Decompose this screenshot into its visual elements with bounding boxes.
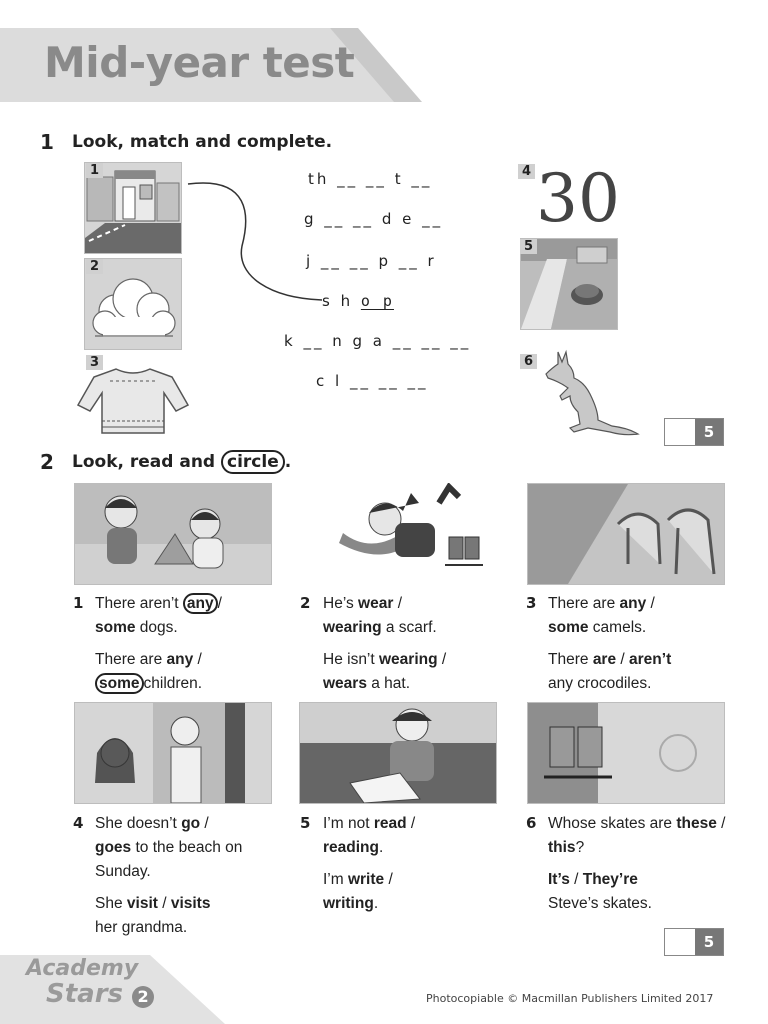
item-4-sentence-a xyxy=(95,812,255,884)
picture-5-number: 5 xyxy=(520,239,537,254)
item-6a-text: Whose skates are xyxy=(548,815,677,832)
item-2a-option-1[interactable]: wear xyxy=(358,595,394,612)
item-5-sentence-a xyxy=(323,812,513,860)
item-3a-option-1[interactable]: any xyxy=(619,595,647,612)
item-4b-end: her grandma. xyxy=(95,919,188,936)
number-thirty-picture: 30 xyxy=(536,160,620,237)
picture-6-number: 6 xyxy=(520,354,537,369)
item-6-sentence-b xyxy=(548,868,728,916)
word-puzzle-3: j __ __ p __ r xyxy=(306,252,437,270)
section-1-instruction: Look, match and complete. xyxy=(72,132,333,152)
logo-level-badge: 2 xyxy=(132,986,154,1008)
item-1-sentence-b xyxy=(95,648,275,696)
item-4a-text: She doesn’t xyxy=(95,815,182,832)
section-2-score-box[interactable] xyxy=(664,928,724,956)
item-1a-option-2[interactable]: some xyxy=(95,619,136,636)
item-6-number: 6 xyxy=(526,814,537,832)
skates-picture xyxy=(527,702,725,804)
section-2-instruction xyxy=(72,452,291,472)
item-2-number: 2 xyxy=(300,594,311,612)
item-6b-end: Steve’s skates. xyxy=(548,895,652,912)
item-4-number: 4 xyxy=(73,814,84,832)
item-2b-text: He isn’t xyxy=(323,651,379,668)
item-5a-end: . xyxy=(378,839,384,856)
item-6a-option-2[interactable]: this xyxy=(548,839,576,856)
academy-stars-logo xyxy=(26,958,154,1008)
item-2-sentence-b xyxy=(323,648,513,696)
logo-line-1: Academy xyxy=(26,956,139,981)
item-4a-option-1[interactable]: go xyxy=(181,815,201,832)
section-1-score-box[interactable] xyxy=(664,418,724,446)
item-4-sentence-b xyxy=(95,892,255,940)
girl-writing-picture xyxy=(299,702,497,804)
camels-picture xyxy=(527,483,725,585)
matching-line xyxy=(180,176,340,306)
item-5-number: 5 xyxy=(300,814,311,832)
word-puzzle-1: th __ __ t __ xyxy=(308,170,433,188)
item-3-sentence-a xyxy=(548,592,738,640)
item-5b-option-2[interactable]: writing xyxy=(323,895,374,912)
item-1-sentence-a xyxy=(95,592,275,640)
picture-1-number: 1 xyxy=(86,163,103,178)
item-5a-text: I’m not xyxy=(323,815,374,832)
word-puzzle-4 xyxy=(322,292,394,310)
item-1a-sep: / xyxy=(217,595,222,612)
item-3b-text: There xyxy=(548,651,593,668)
item-5a-sep: / xyxy=(406,815,416,832)
item-3a-sep: / xyxy=(646,595,655,612)
item-1b-end: children. xyxy=(143,675,203,692)
item-2b-option-2[interactable]: wears xyxy=(323,675,367,692)
word-puzzle-5: k __ n g a __ __ __ xyxy=(284,332,472,350)
item-6-sentence-a xyxy=(548,812,728,860)
item-4a-option-2[interactable]: goes xyxy=(95,839,132,856)
item-3-sentence-b xyxy=(548,648,738,696)
picture-4-number: 4 xyxy=(518,164,535,179)
item-2b-sep: / xyxy=(437,651,447,668)
picture-3-number: 3 xyxy=(86,355,103,370)
item-2b-end: a hat. xyxy=(366,675,411,692)
girl-grandma-picture xyxy=(74,702,272,804)
item-3a-text: There are xyxy=(548,595,620,612)
item-2-sentence-a xyxy=(323,592,513,640)
item-3b-sep: / xyxy=(616,651,630,668)
logo-stars-text: Stars xyxy=(46,979,123,1009)
item-5a-option-1[interactable]: read xyxy=(373,815,407,832)
section-1-number: 1 xyxy=(40,130,54,154)
copyright-text: Photocopiable © Macmillan Publishers Limited 2017 xyxy=(426,992,714,1005)
falling-boy-skates-picture xyxy=(299,483,495,583)
item-4b-text: She xyxy=(95,895,127,912)
item-3b-option-2[interactable]: aren’t xyxy=(629,651,672,668)
item-6a-end: ? xyxy=(575,839,585,856)
item-3-number: 3 xyxy=(526,594,537,612)
item-5b-text: I’m xyxy=(323,871,348,888)
item-5b-sep: / xyxy=(384,871,393,888)
item-5-sentence-b xyxy=(323,868,513,916)
section-1-score: 5 xyxy=(695,419,723,445)
item-4b-sep: / xyxy=(157,895,171,912)
item-1b-text: There are xyxy=(95,651,167,668)
item-3b-option-1[interactable]: are xyxy=(592,651,617,668)
section-2-number: 2 xyxy=(40,450,54,474)
word-puzzle-6: c l __ __ __ xyxy=(316,372,429,390)
item-6b-sep: / xyxy=(569,871,583,888)
section-2-instruction-text: Look, read and xyxy=(72,452,216,472)
item-5b-option-1[interactable]: write xyxy=(347,871,385,888)
word-puzzle-4-answer: o p xyxy=(360,292,394,310)
kangaroo-picture xyxy=(540,348,640,436)
item-4b-option-1[interactable]: visit xyxy=(126,895,158,912)
word-puzzle-4-prefix: s h xyxy=(322,292,354,310)
item-2a-option-2[interactable]: wearing xyxy=(323,619,382,636)
item-1b-option-2[interactable]: some xyxy=(95,673,144,694)
word-puzzle-2: g __ __ d e __ xyxy=(304,210,444,228)
item-1-number: 1 xyxy=(73,594,84,612)
item-4a-sep: / xyxy=(200,815,209,832)
section-2-instruction-end: . xyxy=(284,452,292,472)
page-title: Mid-year test xyxy=(44,38,355,87)
item-2a-end: a scarf. xyxy=(381,619,437,636)
item-3b-end: any crocodiles. xyxy=(548,675,652,692)
item-1a-option-1[interactable]: any xyxy=(183,593,218,614)
item-4b-option-2[interactable]: visits xyxy=(170,895,211,912)
item-5b-end: . xyxy=(373,895,379,912)
item-6b-option-2[interactable]: They’re xyxy=(582,871,638,888)
item-5a-option-2[interactable]: reading xyxy=(323,839,379,856)
logo-line-2 xyxy=(46,980,154,1008)
section-2-instruction-circle: circle xyxy=(221,450,285,474)
item-2a-sep: / xyxy=(393,595,403,612)
children-sandcastle-picture xyxy=(74,483,272,585)
item-6a-sep: / xyxy=(716,815,726,832)
item-4a-end: to the beach on Sunday. xyxy=(95,839,243,880)
section-2-score: 5 xyxy=(695,929,723,955)
item-2b-option-1[interactable]: wearing xyxy=(379,651,438,668)
item-1b-sep: / xyxy=(193,651,202,668)
item-2a-text: He’s xyxy=(323,595,359,612)
item-6a-option-1[interactable]: these xyxy=(676,815,717,832)
item-1b-option-1[interactable]: any xyxy=(166,651,194,668)
picture-2-number: 2 xyxy=(86,259,103,274)
item-3a-option-2[interactable]: some xyxy=(548,619,589,636)
item-1a-end: dogs. xyxy=(135,619,178,636)
item-6b-option-1[interactable]: It’s xyxy=(548,871,570,888)
item-3a-end: camels. xyxy=(588,619,647,636)
item-1a-text: There aren’t xyxy=(95,595,183,612)
